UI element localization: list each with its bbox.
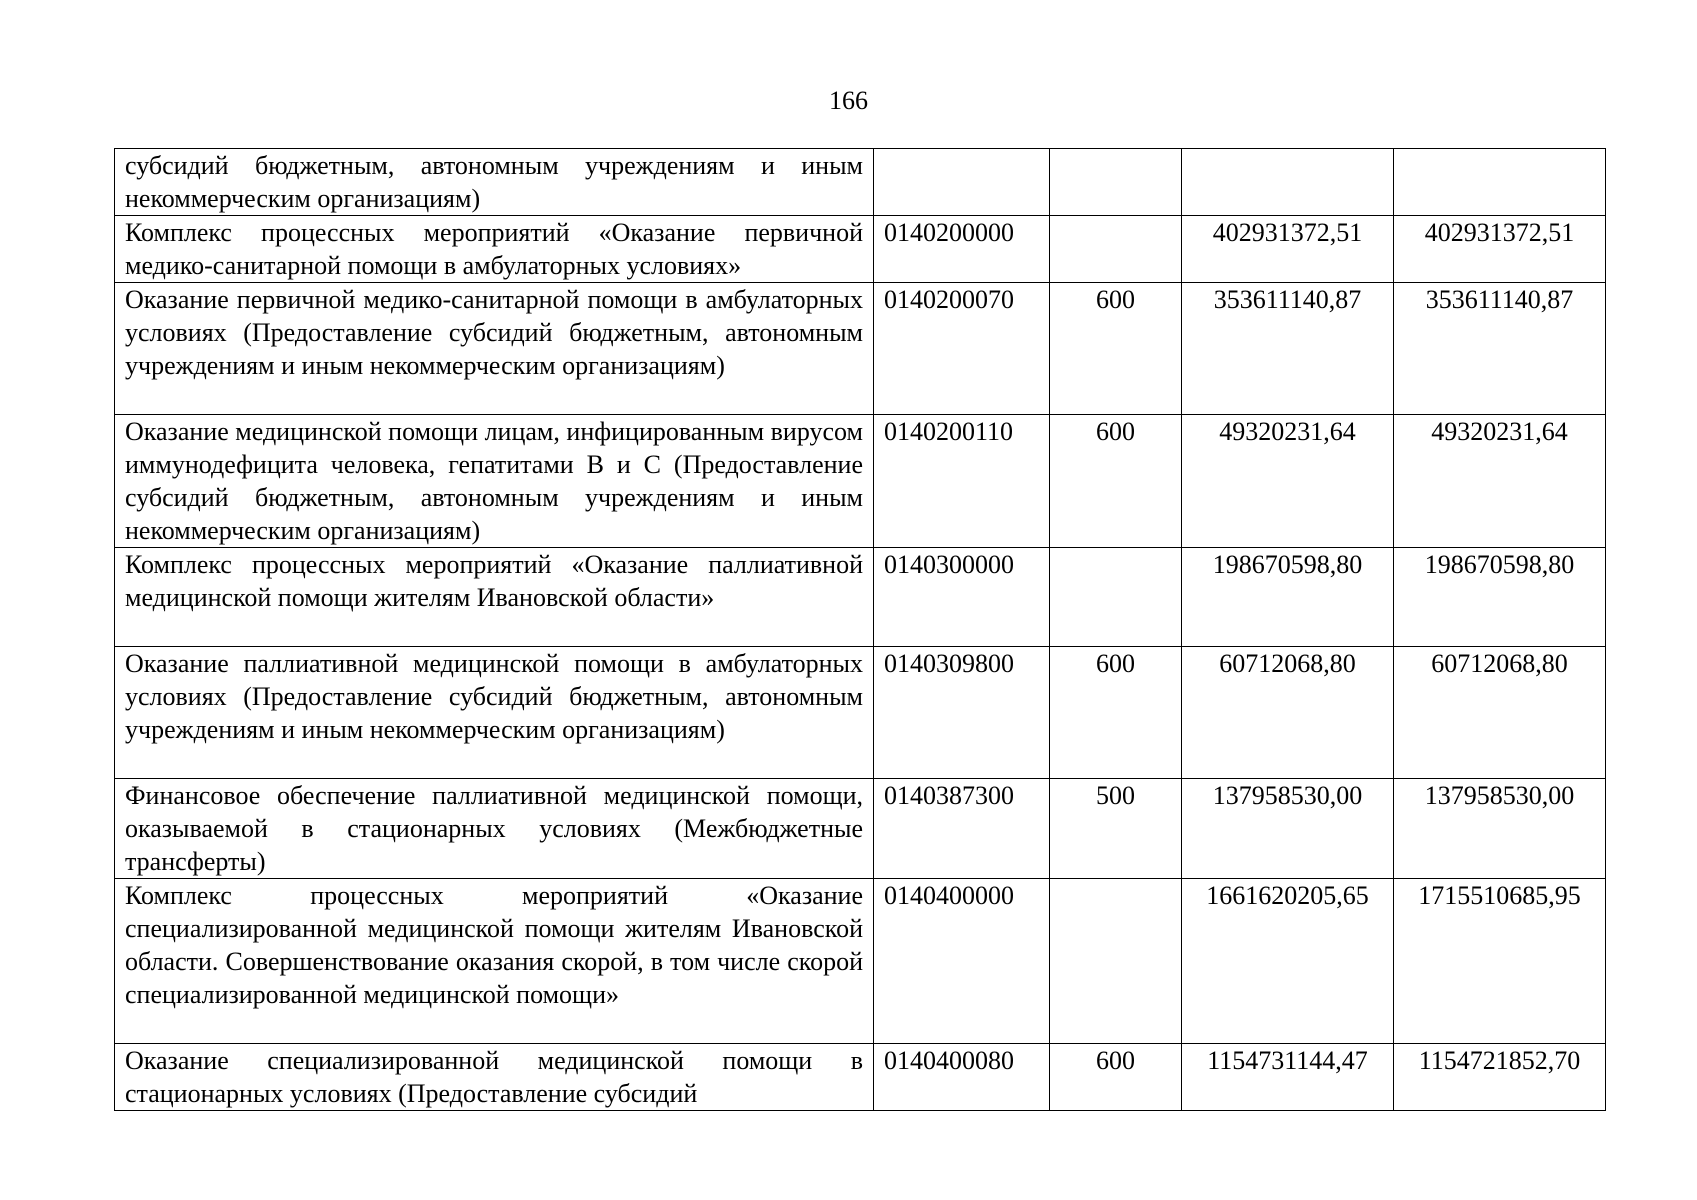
row-csr: 0140400000: [874, 879, 1050, 1044]
row-sum-2: 353611140,87: [1394, 283, 1606, 415]
row-vr: 600: [1050, 1044, 1182, 1111]
row-vr: 600: [1050, 283, 1182, 415]
row-sum-1: 49320231,64: [1182, 415, 1394, 548]
table-row: [115, 647, 1606, 779]
row-sum-1: 1661620205,65: [1182, 879, 1394, 1044]
row-vr: [1050, 879, 1182, 1044]
row-sum-2: 60712068,80: [1394, 647, 1606, 779]
row-name: Комплекс процессных мероприятий «Оказание специализированной медицинской помощи жителям Ивановской области. Совершенствование оказания скорой, в том числе скорой специализированной медицинской помощи»: [115, 879, 874, 1044]
row-sum-2: 1715510685,95: [1394, 879, 1606, 1044]
row-sum-1: 60712068,80: [1182, 647, 1394, 779]
row-vr: 500: [1050, 779, 1182, 879]
row-sum-2: 49320231,64: [1394, 415, 1606, 548]
table-row: [115, 1044, 1606, 1111]
row-name: Комплекс процессных мероприятий «Оказание паллиативной медицинской помощи жителям Ивановской области»: [115, 548, 874, 647]
row-name: субсидий бюджетным, автономным учреждениям и иным некоммерческим организациям): [115, 149, 874, 216]
row-csr: [874, 149, 1050, 216]
row-vr: [1050, 216, 1182, 283]
row-csr: 0140200000: [874, 216, 1050, 283]
table-row: [115, 548, 1606, 647]
row-name: Оказание специализированной медицинской помощи в стационарных условиях (Предоставление субсидий: [115, 1044, 874, 1111]
row-csr: 0140387300: [874, 779, 1050, 879]
row-sum-1: 137958530,00: [1182, 779, 1394, 879]
row-sum-2: 1154721852,70: [1394, 1044, 1606, 1111]
row-sum-1: 402931372,51: [1182, 216, 1394, 283]
table-row: [115, 879, 1606, 1044]
row-sum-1: [1182, 149, 1394, 216]
row-csr: 0140309800: [874, 647, 1050, 779]
table-row: [115, 216, 1606, 283]
row-csr: 0140300000: [874, 548, 1050, 647]
row-sum-2: [1394, 149, 1606, 216]
row-sum-2: 402931372,51: [1394, 216, 1606, 283]
row-sum-1: 353611140,87: [1182, 283, 1394, 415]
page-number: 166: [829, 86, 868, 115]
row-sum-2: 137958530,00: [1394, 779, 1606, 879]
row-vr: 600: [1050, 415, 1182, 548]
row-name: Финансовое обеспечение паллиативной медицинской помощи, оказываемой в стационарных условиях (Межбюджетные трансферты): [115, 779, 874, 879]
table-row: [115, 283, 1606, 415]
row-sum-1: 1154731144,47: [1182, 1044, 1394, 1111]
row-vr: [1050, 548, 1182, 647]
row-sum-2: 198670598,80: [1394, 548, 1606, 647]
row-name: Оказание паллиативной медицинской помощи в амбулаторных условиях (Предоставление субсидий бюджетным, автономным учреждениям и иным некоммерческим организациям): [115, 647, 874, 779]
row-csr: 0140200110: [874, 415, 1050, 548]
row-vr: [1050, 149, 1182, 216]
row-sum-1: 198670598,80: [1182, 548, 1394, 647]
table-row: [115, 149, 1606, 216]
row-csr: 0140200070: [874, 283, 1050, 415]
budget-table: [114, 148, 1606, 1111]
row-csr: 0140400080: [874, 1044, 1050, 1111]
row-name: Оказание первичной медико-санитарной помощи в амбулаторных условиях (Предоставление субсидий бюджетным, автономным учреждениям и иным некоммерческим организациям): [115, 283, 874, 415]
table-row: [115, 415, 1606, 548]
table-row: [115, 779, 1606, 879]
row-name: Оказание медицинской помощи лицам, инфицированным вирусом иммунодефицита человека, гепатитами В и С (Предоставление субсидий бюджетным, автономным учреждениям и иным некоммерческим организациям): [115, 415, 874, 548]
row-name: Комплекс процессных мероприятий «Оказание первичной медико-санитарной помощи в амбулаторных условиях»: [115, 216, 874, 283]
row-vr: 600: [1050, 647, 1182, 779]
